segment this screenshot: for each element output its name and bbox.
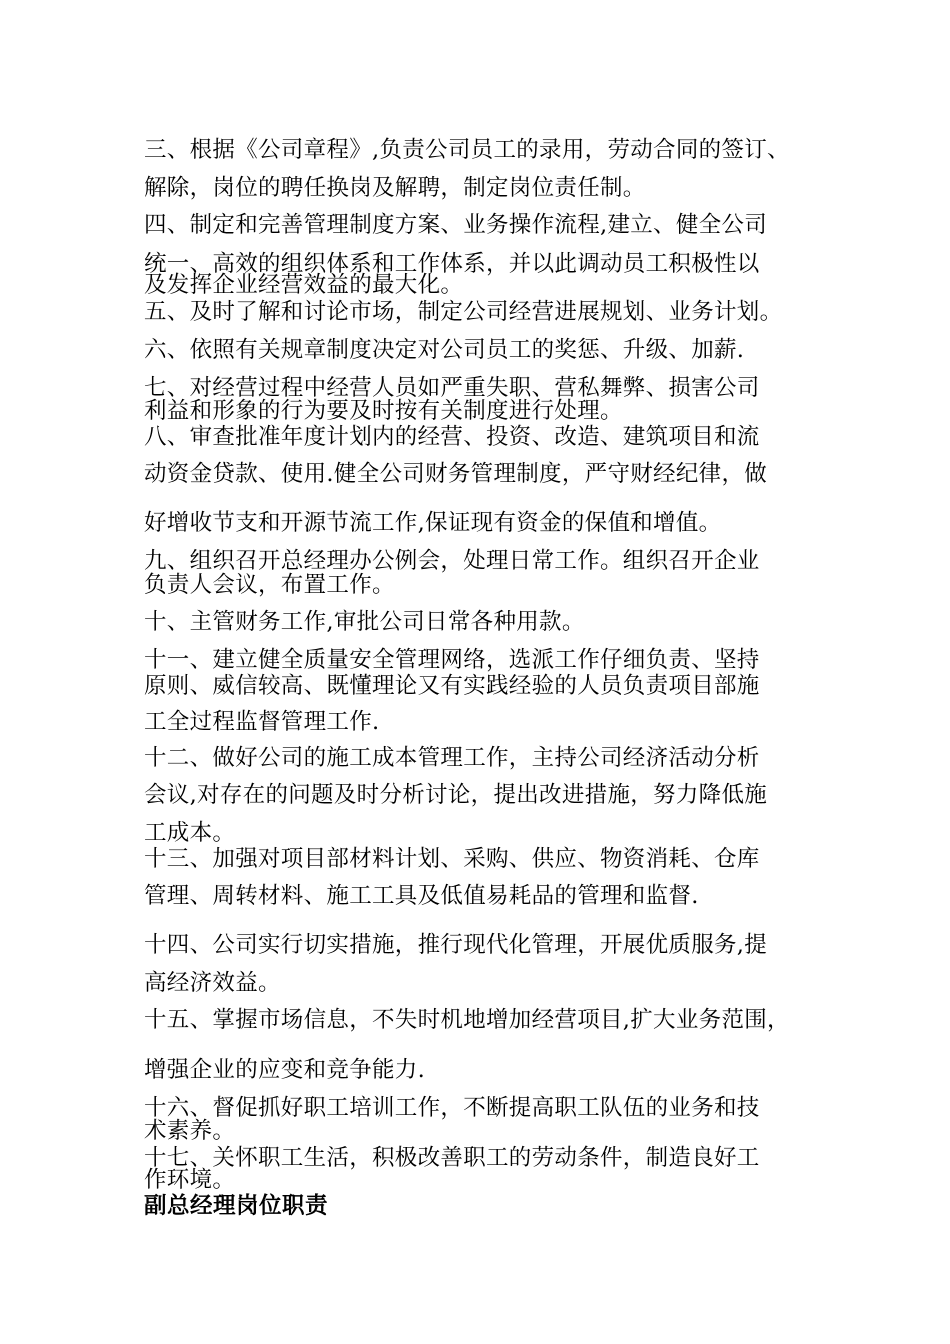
text-line: 十四、公司实行切实措施，推行现代化管理，开展优质服务,提 (144, 932, 768, 958)
text-line: 十、主管财务工作,审批公司日常各种用款。 (144, 609, 585, 635)
text-line: 增强企业的应变和竞争能力. (144, 1057, 426, 1083)
text-line: 八、审查批准年度计划内的经营、投资、改造、建筑项目和流 (144, 424, 760, 450)
text-line: 原则、威信较高、既懂理论又有实践经验的人员负责项目部施 (144, 673, 760, 699)
section-heading: 副总经理岗位职责 (144, 1193, 329, 1219)
text-line: 动资金贷款、使用.健全公司财务管理制度，严守财经纪律，做 (144, 461, 768, 487)
text-line: 五、及时了解和讨论市场，制定公司经营进展规划、业务计划。 (144, 299, 783, 325)
text-line: 术素养。 (144, 1118, 236, 1144)
text-line: 四、制定和完善管理制度方案、业务操作流程,建立、健全公司 (144, 212, 768, 238)
text-line: 好增收节支和开源节流工作,保证现有资金的保值和增值。 (144, 510, 722, 536)
text-line: 利益和形象的行为要及时按有关制度进行处理。 (144, 398, 623, 424)
text-line: 工全过程监督管理工作. (144, 709, 380, 735)
text-line: 十二、做好公司的施工成本管理工作，主持公司经济活动分析 (144, 745, 760, 771)
text-line: 十一、建立健全质量安全管理网络，选派工作仔细负责、坚持 (144, 647, 760, 673)
text-line: 统一、高效的组织体系和工作体系，并以此调动员工积极性以 (144, 251, 760, 277)
text-line: 六、依照有关规章制度决定对公司员工的奖惩、升级、加薪. (144, 337, 745, 363)
text-line: 解除，岗位的聘任换岗及解聘，制定岗位责任制。 (144, 175, 646, 201)
text-line: 十三、加强对项目部材料计划、采购、供应、物资消耗、仓库 (144, 846, 760, 872)
text-line: 高经济效益。 (144, 970, 281, 996)
text-line: 会议,对存在的问题及时分析讨论，提出改进措施，努力降低施 (144, 782, 768, 808)
text-line: 及发挥企业经营效益的最大化。 (144, 272, 464, 298)
text-line: 管理、周转材料、施工工具及低值易耗品的管理和监督. (144, 883, 699, 909)
text-line: 工成本。 (144, 820, 236, 846)
text-line: 作环境。 (144, 1167, 236, 1193)
text-line: 十五、掌握市场信息，不失时机地增加经营项目,扩大业务范围， (144, 1007, 790, 1033)
text-line: 十六、督促抓好职工培训工作，不断提高职工队伍的业务和技 (144, 1095, 760, 1121)
text-line: 负责人会议，布置工作。 (144, 572, 395, 598)
text-line: 九、组织召开总经理办公例会，处理日常工作。组织召开企业 (144, 548, 760, 574)
text-line: 三、根据《公司章程》,负责公司员工的录用，劳动合同的签订、 (144, 137, 790, 163)
text-line: 十七、关怀职工生活，积极改善职工的劳动条件，制造良好工 (144, 1145, 760, 1171)
text-line: 七、对经营过程中经营人员如严重失职、营私舞弊、损害公司 (144, 375, 760, 401)
